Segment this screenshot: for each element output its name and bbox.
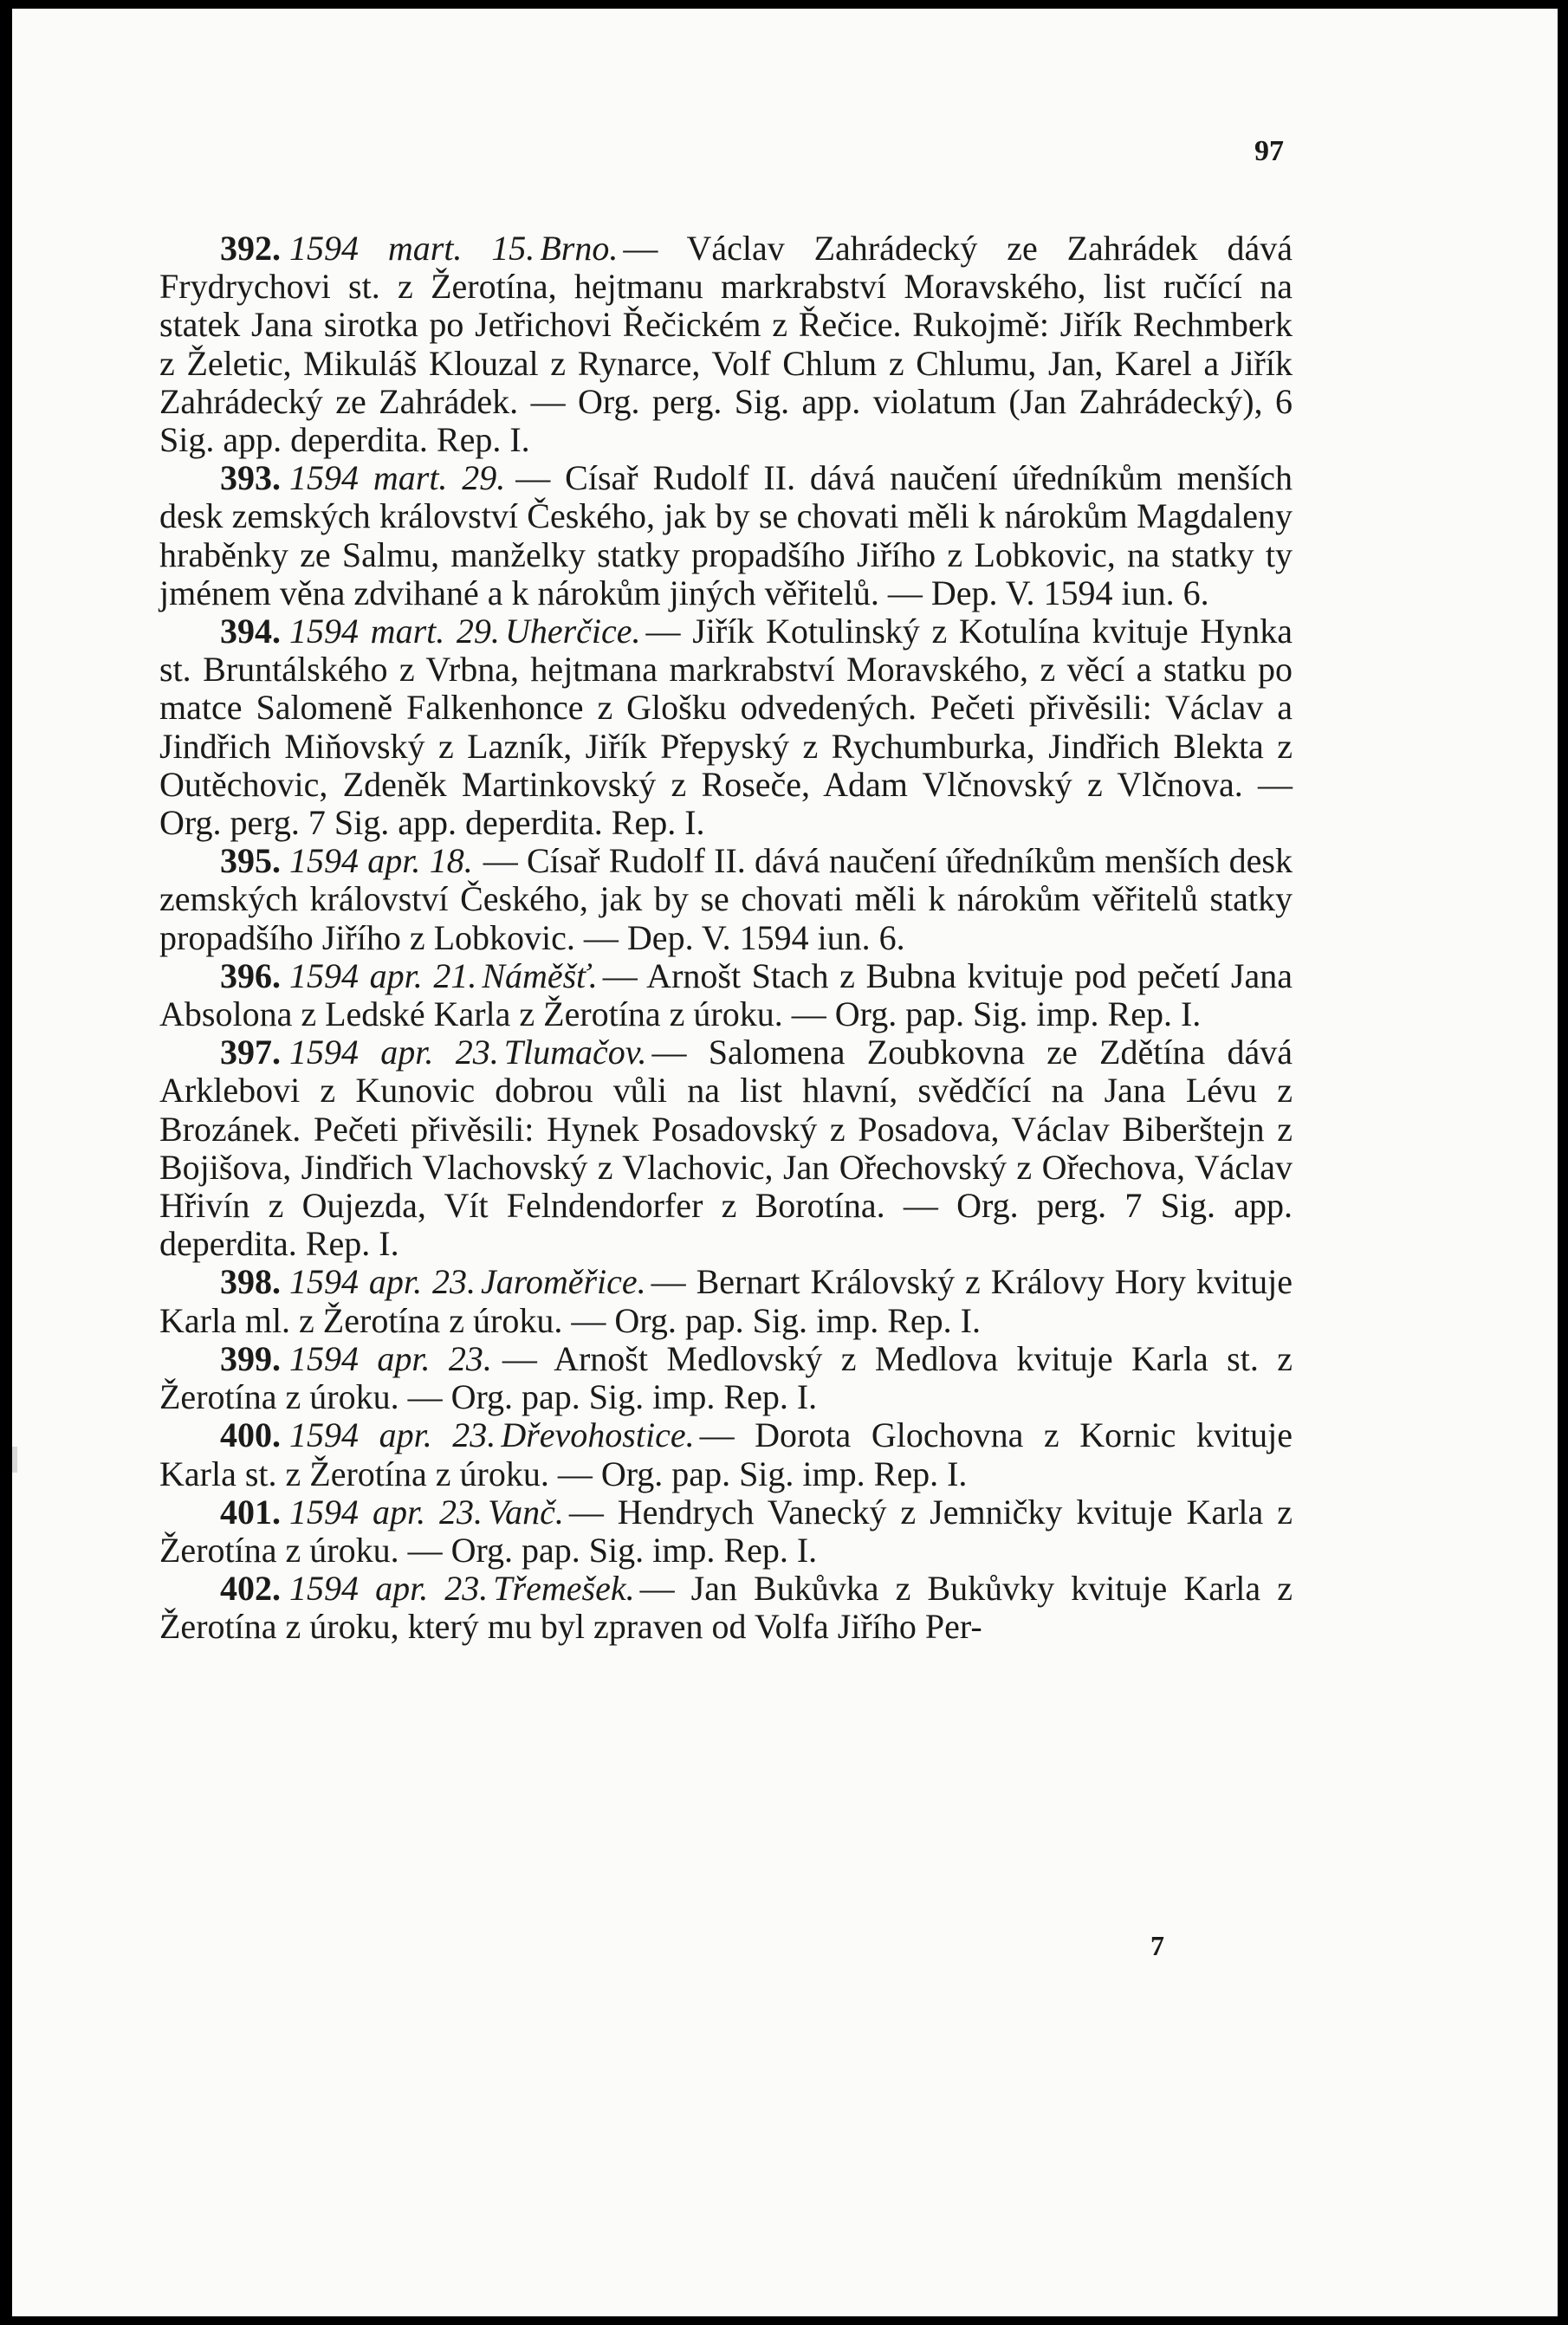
entry-place: Náměšť. xyxy=(482,955,598,995)
entry-date: 1594 apr. 18. xyxy=(289,841,473,881)
entry-place: Tlumačov. xyxy=(503,1033,647,1072)
entry-text: — Jiřík Kotulinský z Kotulína kvituje Hynka st. Bruntálského z Vrbna, hejtmana markrabství Moravského, z věcí a statku po matce Salomeně Falkenhonce z Glošku odvedených. Pečeti přivěsili: Václav a Jindřich Miňovský z Lazník, Jiřík Přepyský z Rychumburka, Jindřich Blekta z Outěchovic, Zdeněk Martinkovský z Roseče, Adam Vlčnovský z Vlčnova. — Org. perg. 7 Sig. app. deperdita. Rep. I. xyxy=(159,612,1293,843)
entry-393 xyxy=(159,459,1293,612)
entry-number: 399. xyxy=(220,1338,281,1378)
entry-text: — Jan Bukůvka z Bukůvky kvituje Karla z Žerotína z úroku, který mu byl zpraven od Volfa Jiřího Per- xyxy=(159,1569,1293,1647)
entry-place: Vanč. xyxy=(488,1492,564,1532)
entry-396 xyxy=(159,957,1293,1033)
entry-text: — Václav Zahrádecký ze Zahrádek dává Frydrychovi st. z Žerotína, hejtmanu markrabství Moravského, list ručící na statek Jana sirotka po Jetřichovi Řečickém z Řečice. Rukojmě: Jiřík Rechmberk z Želetic, Mikuláš Klouzal z Rynarce, Volf Chlum z Chlumu, Jan, Karel a Jiřík Zahrádecký ze Zahrádek. — Org. perg. Sig. app. violatum (Jan Zahrádecký), 6 Sig. app. deperdita. Rep. I. xyxy=(159,229,1293,460)
entry-date: 1594 apr. 23. xyxy=(289,1415,496,1455)
entry-text: — Arnošt Medlovský z Medlova kvituje Karla st. z Žerotína z úroku. — Org. pap. Sig. imp. Rep. I. xyxy=(159,1338,1293,1417)
entry-text: — Bernart Královský z Královy Hory kvituje Karla ml. z Žerotína z úroku. — Org. pap. Sig. imp. Rep. I. xyxy=(159,1262,1293,1340)
entry-399 xyxy=(159,1340,1293,1416)
entry-text: — Hendrych Vanecký z Jemničky kvituje Karla z Žerotína z úroku. — Org. pap. Sig. imp. Rep. I. xyxy=(159,1492,1293,1570)
entry-400 xyxy=(159,1416,1293,1493)
entry-number: 398. xyxy=(220,1262,281,1302)
page-number: 97 xyxy=(1254,135,1284,167)
entry-date: 1594 apr. 21. xyxy=(289,955,477,995)
signature-mark: 7 xyxy=(1150,1930,1164,1961)
entry-place: Dřevohostice. xyxy=(501,1415,695,1455)
entry-number: 393. xyxy=(220,458,281,498)
entry-number: 394. xyxy=(220,612,281,651)
entry-398 xyxy=(159,1263,1293,1339)
document-page xyxy=(12,9,1558,2316)
page-edge-mark xyxy=(12,1447,17,1473)
entry-number: 396. xyxy=(220,955,281,995)
entry-402 xyxy=(159,1570,1293,1646)
entry-text: — Císař Rudolf II. dává naučení úředníkům menších desk zemských království Českého, jak by se chovati měli k nárokům Magdaleny hraběnky ze Salmu, manželky statky propadšího Jiřího z Lobkovic, na statky ty jménem věna zdvihané a k nárokům jiných věřitelů. — Dep. V. 1594 iun. 6. xyxy=(159,458,1293,612)
entry-date: 1594 apr. 23. xyxy=(289,1569,489,1609)
entry-number: 400. xyxy=(220,1415,281,1455)
entry-number: 402. xyxy=(220,1569,281,1609)
entry-date: 1594 apr. 23. xyxy=(289,1492,483,1532)
entry-text: — Dorota Glochovna z Kornic kvituje Karla st. z Žerotína z úroku. — Org. pap. Sig. imp. Rep. I. xyxy=(159,1415,1293,1493)
entry-date: 1594 apr. 23. xyxy=(289,1262,476,1302)
entry-401 xyxy=(159,1493,1293,1570)
entry-392 xyxy=(159,230,1293,459)
entry-date: 1594 mart. 29. xyxy=(289,458,506,498)
entry-text: — Císař Rudolf II. dává naučení úředníkům menších desk zemských království Českého, jak by se chovati měli k nárokům věřitelů statky propadšího Jiřího z Lobkovic. — Dep. V. 1594 iun. 6. xyxy=(159,841,1293,957)
entry-date: 1594 mart. 29. xyxy=(289,612,500,651)
entry-place: Brno. xyxy=(540,229,619,268)
entry-date: 1594 apr. 23. xyxy=(289,1338,492,1378)
entry-number: 392. xyxy=(220,229,281,268)
entry-text: — Arnošt Stach z Bubna kvituje pod pečetí Jana Absolona z Ledské Karla z Žerotína z úroku. — Org. pap. Sig. imp. Rep. I. xyxy=(159,955,1293,1034)
entry-date: 1594 mart. 15. xyxy=(289,229,535,268)
entry-394 xyxy=(159,612,1293,842)
entry-place: Jaroměřice. xyxy=(481,1262,646,1302)
entry-place: Uherčice. xyxy=(504,612,641,651)
entry-place: Třemešek. xyxy=(493,1569,635,1609)
entry-text: — Salomena Zoubkovna ze Zdětína dává Arklebovi z Kunovic dobrou vůli na list hlavní, svědčící na Jana Lévu z Brozánek. Pečeti přivěsili: Hynek Posadovský z Posadova, Václav Biberštejn z Bojišova, Jindřich Vlachovský z Vlachovic, Jan Ořechovský z Ořechova, Václav Hřivín z Oujezda, Vít Felndendorfer z Borotína. — Org. perg. 7 Sig. app. deperdita. Rep. I. xyxy=(159,1033,1293,1264)
entry-number: 397. xyxy=(220,1033,281,1072)
text-body xyxy=(159,230,1293,1647)
entry-395 xyxy=(159,842,1293,957)
entry-date: 1594 apr. 23. xyxy=(289,1033,499,1072)
entry-number: 401. xyxy=(220,1492,281,1532)
entry-number: 395. xyxy=(220,841,281,881)
entry-397 xyxy=(159,1033,1293,1263)
